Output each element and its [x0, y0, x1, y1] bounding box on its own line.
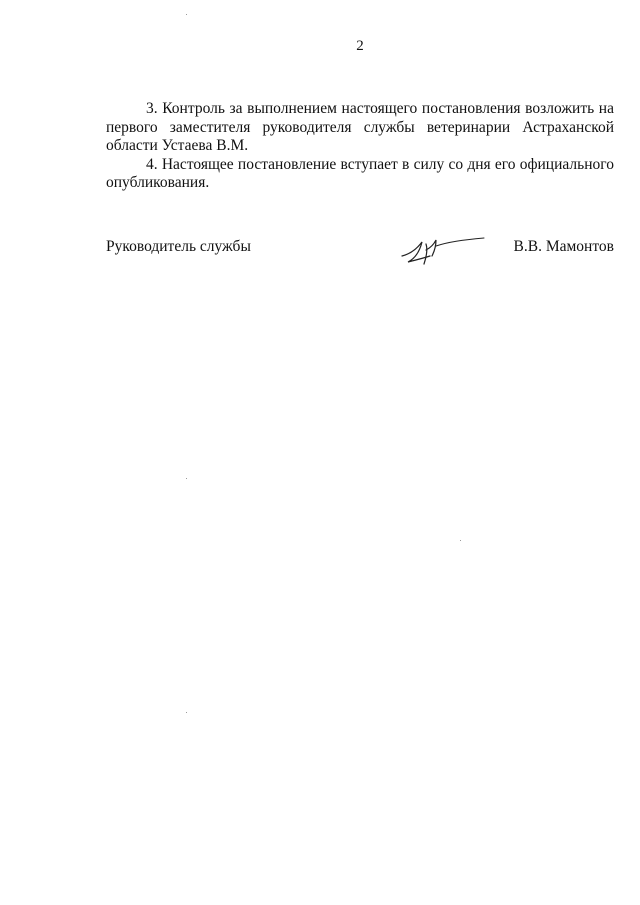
document-body: [106, 100, 614, 193]
page-number: 2: [356, 38, 364, 54]
handwritten-signature: [396, 232, 496, 268]
scan-speck: [186, 712, 187, 713]
scan-speck: [186, 478, 187, 479]
scan-speck: [460, 540, 461, 541]
scan-speck: [186, 14, 187, 15]
paragraph-4: 4. Настоящее постановление вступает в силу со дня его официального опубликования.: [106, 155, 614, 191]
signer-name: В.В. Мамонтов: [513, 238, 614, 255]
signature-block: [106, 232, 614, 272]
signer-title: Руководитель службы: [106, 238, 251, 255]
paragraph-3: 3. Контроль за выполнением настоящего постановления возложить на первого заместителя руководителя службы ветеринарии Астраханской области Устаева В.М.: [106, 100, 614, 154]
